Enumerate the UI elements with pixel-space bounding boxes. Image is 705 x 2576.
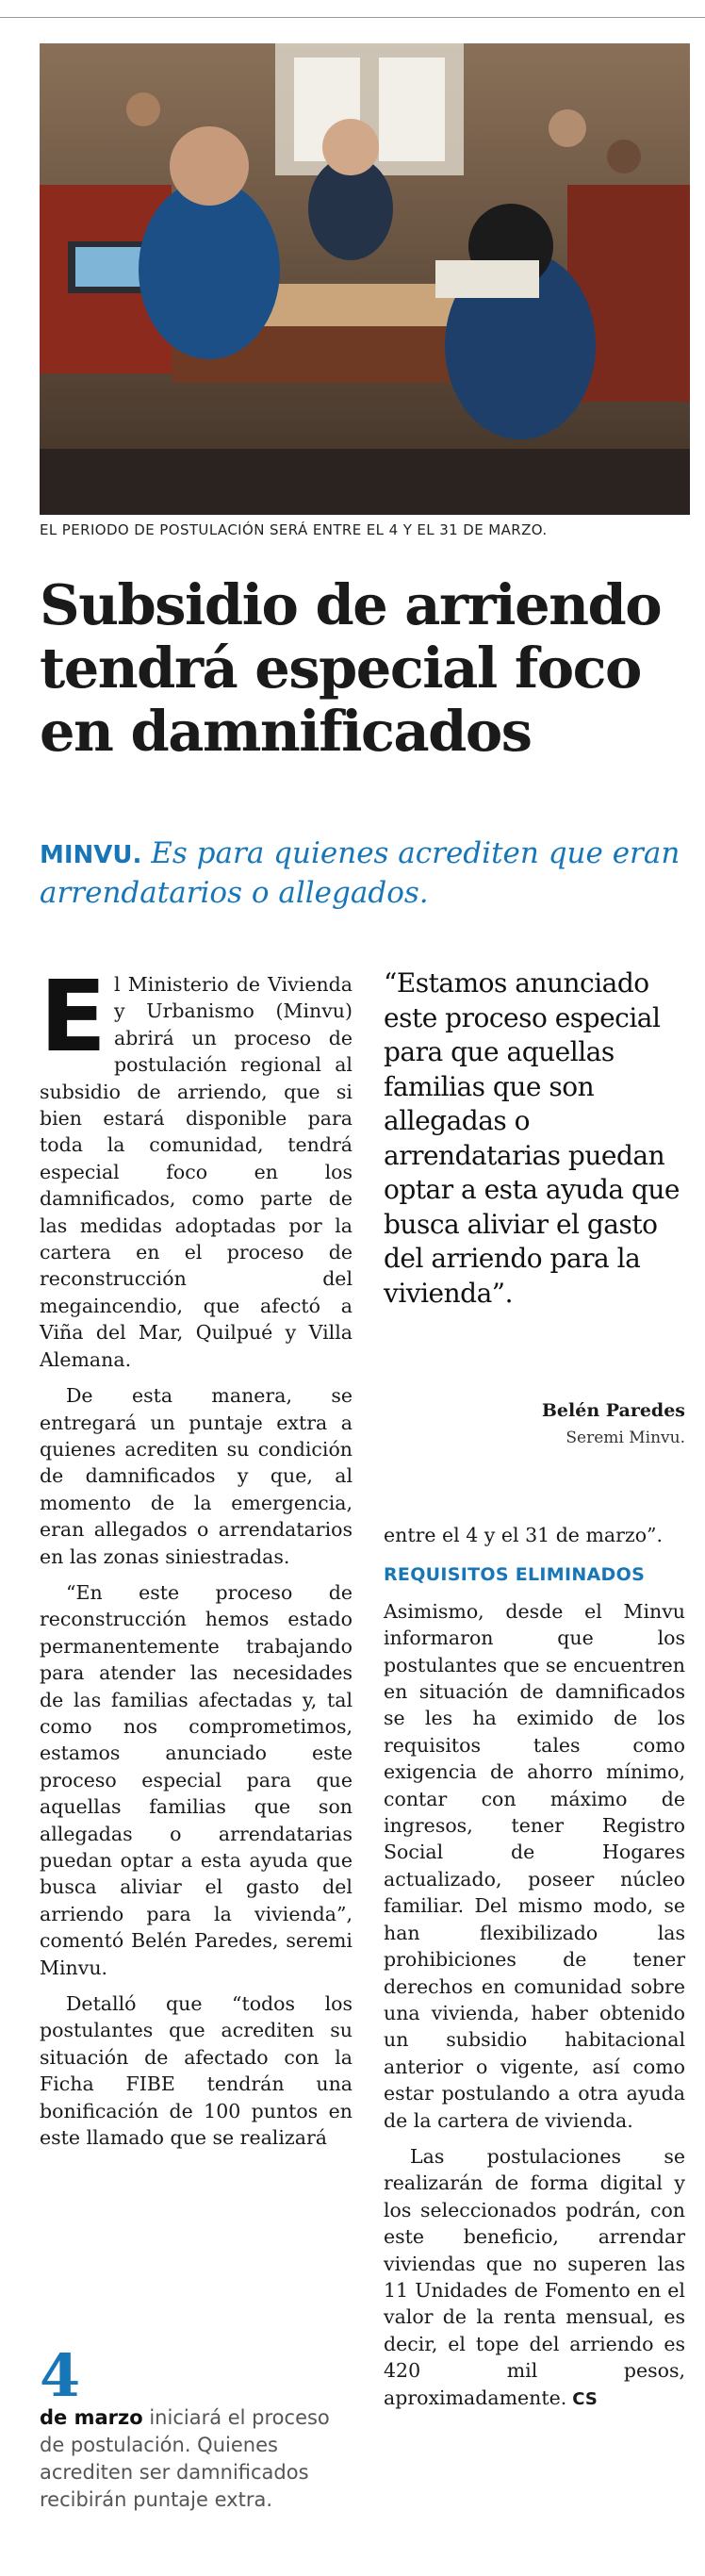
stat-text: iniciará el proceso de postulación. Quienes acrediten ser damnificados recibirán puntaje extra. [40, 2406, 330, 2511]
deck [40, 834, 690, 912]
news-photo [40, 43, 690, 515]
quote-author-role: Seremi Minvu. [566, 1428, 685, 1447]
quote-author: Belén Paredes [541, 1400, 685, 1421]
paragraph-1 [40, 959, 352, 1373]
right-column [384, 1522, 685, 2413]
paragraph-1-text: l Ministerio de Vivienda y Urbanismo (Minvu) abrirá un proceso de postulación regional al subsidio de arriendo, que si bien estará disponible para toda la comunidad, tendrá especial foco en los damnificados, como parte de las medidas adoptadas por la cartera en el proceso de reconstrucción del megaincendio, que afectó a Viña del Mar, Quilpué y Villa Alemana. [40, 973, 352, 1371]
paragraph-postulaciones [384, 2143, 685, 2413]
top-rule [0, 0, 705, 18]
paragraph-continued: entre el 4 y el 31 de marzo”. [384, 1524, 664, 1546]
paragraph-requisitos: Asimismo, desde el Minvu informaron que los postulantes que se encuentren en situación de damnificados se les ha eximido de los requisitos tales como exigencia de ahorro mínimo, contar con máximo de ingresos, tener Registro Social de Hogares actualizado, poseer núcleo familiar. Del mismo modo, se han flexibilizado las prohibiciones de tener derechos en comunidad sobre una vivienda, haber obtenido un subsidio habitacional anterior o vigente, así como estar postulando a otra ayuda de la cartera de vivienda. [384, 1599, 685, 2132]
stat-box [40, 2341, 352, 2514]
author-initials: CS [572, 2388, 598, 2409]
section-subhead: REQUISITOS ELIMINADOS [384, 1564, 646, 1586]
drop-cap: E [40, 959, 107, 1074]
headline: Subsidio de arriendo tendrá especial foco en damnificados [40, 572, 662, 764]
paragraph-3: “En este proceso de reconstrucción hemos estado permanentemente trabajando para atender las necesidades de las familias afectadas y, tal como nos comprometimos, estamos anunciado este proceso especial para que aquellas familias que son allegadas o arrendatarias puedan optar a esta ayuda que busca aliviar el gasto del arriendo para la vivienda”, comentó Belén Paredes, seremi Minvu. [40, 1580, 352, 1979]
paragraph-4: Detalló que “todos los postulantes que acrediten su situación de afectado con la Ficha FIBE tendrán una bonificación de 100 puntos en este llamado que se realizará [40, 1992, 352, 2150]
stat-number: 4 [40, 2341, 81, 2410]
pull-quote: “Estamos anunciado este proceso especial para que aquellas familias que son allegadas o arrendatarias puedan optar a esta ayuda que busca aliviar el gasto del arriendo para la vivienda”. [384, 967, 680, 1309]
deck-kicker: MINVU. [40, 841, 142, 869]
paragraph-2: De esta manera, se entregará un puntaje extra a quienes acrediten su condición de damnificados y que, al momento de la emergencia, eran allegados o arrendatarios en las zonas siniestradas. [40, 1384, 352, 1568]
photo-caption: EL PERIODO DE POSTULACIÓN SERÁ ENTRE EL 4 Y EL 31 DE MARZO. [40, 521, 548, 538]
photo-illustration [40, 43, 690, 515]
left-column [40, 959, 352, 2151]
paragraph-postulaciones-text: Las postulaciones se realizarán de forma digital y los seleccionados podrán, con este beneficio, arrendar viviendas que no superen las 11 Unidades de Fomento en el valor de la renta mensual, es decir, el tope del arriendo es 420 mil pesos, aproximadamente. [384, 2144, 685, 2409]
deck-text: Es para quienes acrediten que eran arrendatarios o allegados. [40, 836, 680, 910]
stat-unit: de marzo [40, 2406, 143, 2429]
